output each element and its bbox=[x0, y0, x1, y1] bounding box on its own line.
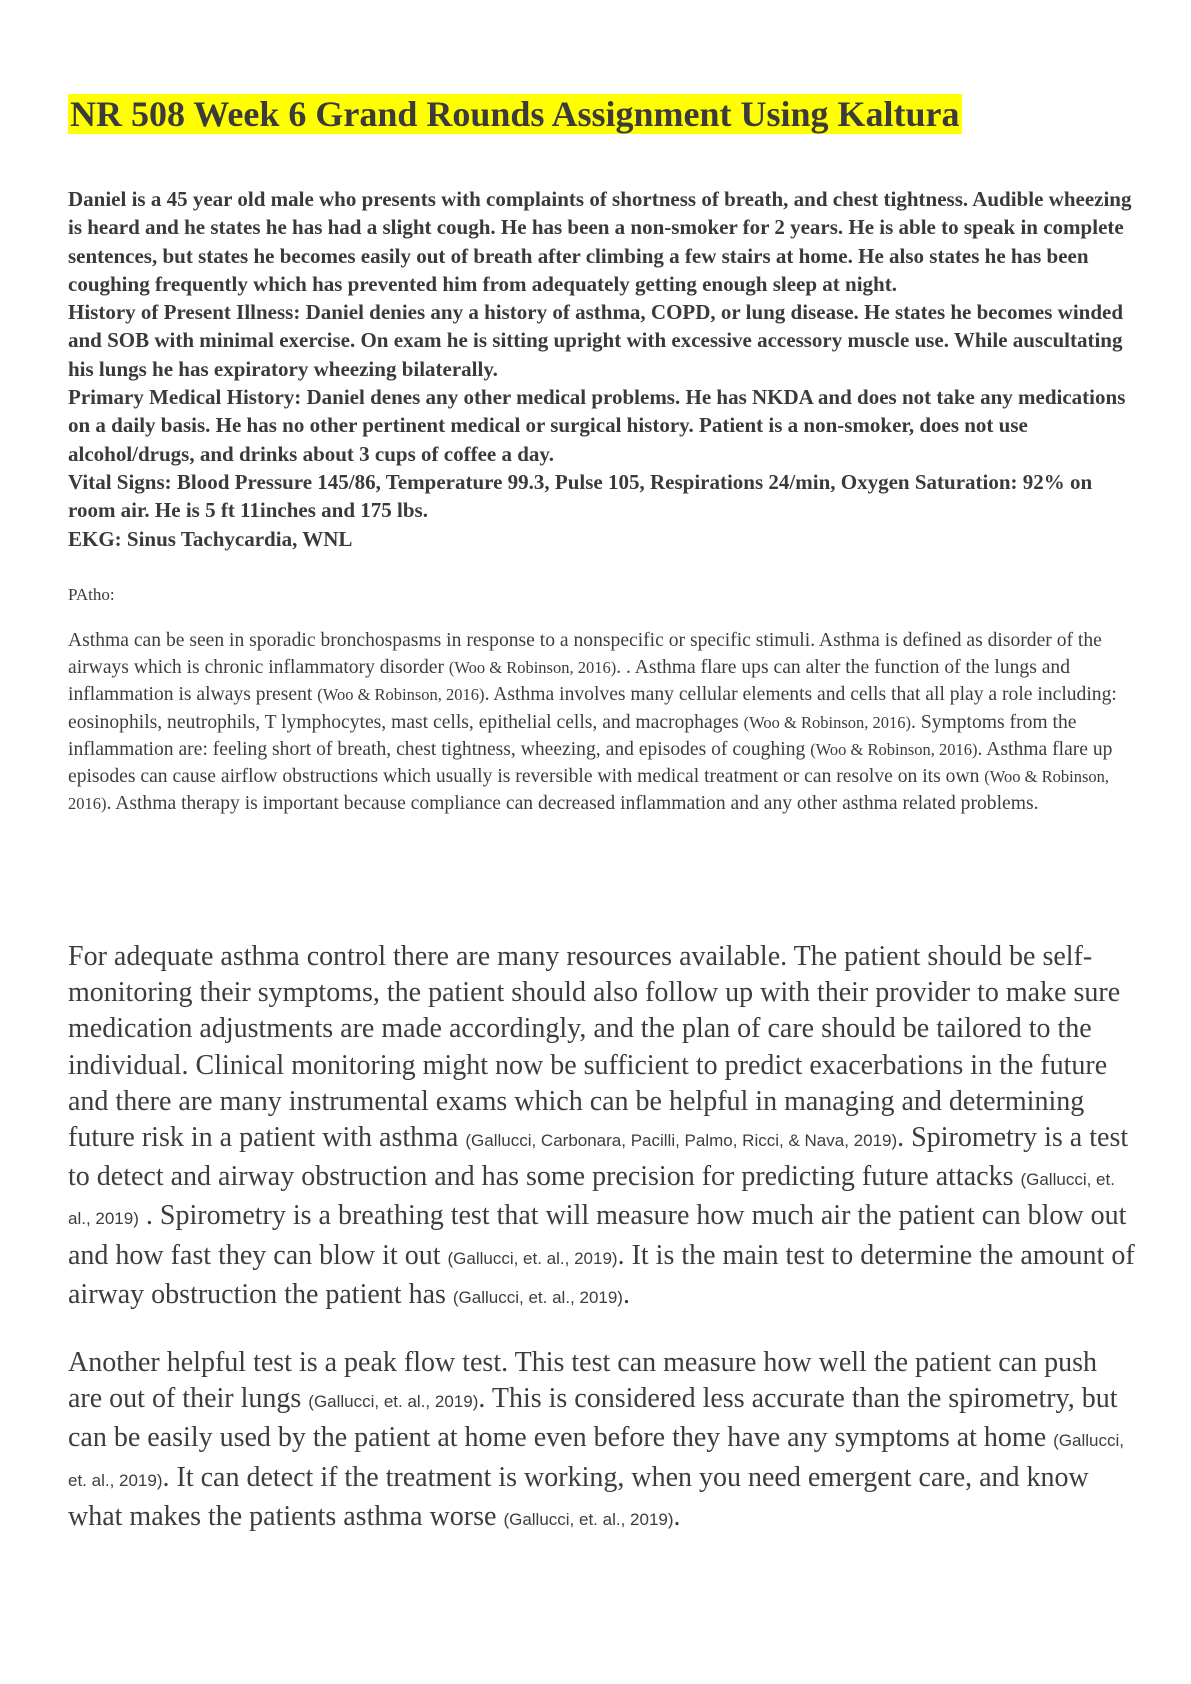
patho-text: . . Asthma flare ups can alter the function of the lungs and inflammation is always present bbox=[68, 657, 1071, 706]
document-title bbox=[68, 92, 962, 136]
patho-label: PAtho: bbox=[68, 585, 115, 604]
citation: (Gallucci, et. al., 2019) bbox=[503, 1509, 674, 1529]
asthma-control-paragraph bbox=[68, 939, 1138, 1316]
citation: (Gallucci, Carbonara, Pacilli, Palmo, Ricci, & Nava, 2019) bbox=[465, 1131, 898, 1151]
citation: (Woo & Robinson, 2016) bbox=[810, 739, 978, 759]
paragraph-text: . Spirometry is a test to detect and airway obstruction and has some precision for predicting future attacks bbox=[68, 1122, 1129, 1193]
patho-text: . Asthma involves many cellular elements and cells that all play a role including: eosinophils, neutrophils, T lymphocytes, mast cells, epithelial cells, and macrophages bbox=[68, 684, 1117, 733]
history-present-illness: History of Present Illness: Daniel denies any a history of asthma, COPD, or lung disease. He states he becomes winded and SOB with minimal exercise. On exam he is sitting upright with excessive accessory muscle use. While auscultating his lungs he has expiratory wheezing bilaterally. bbox=[68, 300, 1124, 381]
paragraph-text: Another helpful test is a peak flow test. This test can measure how well the patient can push are out of their lungs bbox=[68, 1347, 1097, 1415]
patho-text: . Asthma therapy is important because compliance can decreased inflammation and any other asthma related problems. bbox=[106, 793, 1039, 815]
paragraph-text: . It is the main test to determine the amount of airway obstruction the patient has bbox=[68, 1239, 1135, 1310]
paragraph-text: . It can detect if the treatment is working, when you need emergent care, and know what makes the patients asthma worse bbox=[68, 1461, 1089, 1532]
ekg-result: EKG: Sinus Tachycardia, WNL bbox=[68, 526, 353, 551]
citation: (Gallucci, et. al., 2019) bbox=[308, 1392, 479, 1412]
citation: (Gallucci, et. al., 2019) bbox=[452, 1287, 623, 1307]
paragraph-text: . bbox=[622, 1278, 630, 1310]
primary-medical-history: Primary Medical History: Daniel denes any other medical problems. He has NKDA and does not take any medications on a daily basis. He has no other pertinent medical or surgical history. Patient is a non-smoker, does not use alcohol/drugs, and drinks about 3 cups of coffee a day. bbox=[68, 385, 1126, 466]
title-highlight: NR 508 Week 6 Grand Rounds Assignment Using Kaltura bbox=[70, 94, 960, 134]
citation: (Woo & Robinson, 2016) bbox=[68, 767, 1110, 814]
patho-text: . Symptoms from the inflammation are: feeling short of breath, chest tightness, wheezing, and episodes of coughing bbox=[68, 711, 1077, 760]
pathophysiology-paragraph bbox=[68, 627, 1143, 817]
paragraph-text: . This is considered less accurate than the spirometry, but can be easily used by the patient at home even before they have any symptoms at home bbox=[68, 1383, 1118, 1454]
paragraph-text: . Spirometry is a breathing test that will measure how much air the patient can blow out and how fast they can blow it out bbox=[68, 1200, 1127, 1271]
peak-flow-paragraph bbox=[68, 1345, 1138, 1538]
citation: (Woo & Robinson, 2016) bbox=[317, 685, 485, 705]
paragraph-text: For adequate asthma control there are many resources available. The patient should be self-monitoring their symptoms, the patient should also follow up with their provider to make sure medication adjustments are made accordingly, and the plan of care should be tailored to the individual. Clinical monitoring might now be sufficient to predict exacerbations in the future and there are many instrumental exams which can be helpful in managing and determining future risk in a patient with asthma bbox=[68, 941, 1121, 1154]
citation: (Woo & Robinson, 2016) bbox=[743, 712, 912, 732]
case-intro: Daniel is a 45 year old male who presents with complaints of shortness of breath, and chest tightness. Audible wheezing is heard and he states he has had a slight cough. He has been a non-smoker for 2 years. He is able to speak in complete sentences, but states he becomes easily out of breath after climbing a few stairs at home. He also states he has been coughing frequently which has prevented him from adequately getting enough sleep at night. bbox=[68, 187, 1132, 296]
case-study-section bbox=[68, 185, 1138, 553]
paragraph-text: . bbox=[673, 1500, 681, 1532]
citation: (Woo & Robinson, 2016) bbox=[448, 658, 617, 678]
patho-text: Asthma can be seen in sporadic bronchospasms in response to a nonspecific or specific stimuli. Asthma is defined as disorder of the airways which is chronic inflammatory disorder bbox=[68, 630, 1102, 679]
patho-text: . Asthma flare up episodes can cause airflow obstructions which usually is reversible with medical treatment or can resolve on its own bbox=[68, 738, 1113, 788]
citation: (Gallucci, et. al., 2019) bbox=[68, 1431, 1124, 1490]
citation: (Gallucci, et. al., 2019) bbox=[447, 1248, 618, 1268]
vital-signs: Vital Signs: Blood Pressure 145/86, Temperature 99.3, Pulse 105, Respirations 24/min, Oxygen Saturation: 92% on room air. He is 5 ft 11inches and 175 lbs. bbox=[68, 469, 1093, 523]
citation: (Gallucci, et. al., 2019) bbox=[68, 1170, 1115, 1229]
